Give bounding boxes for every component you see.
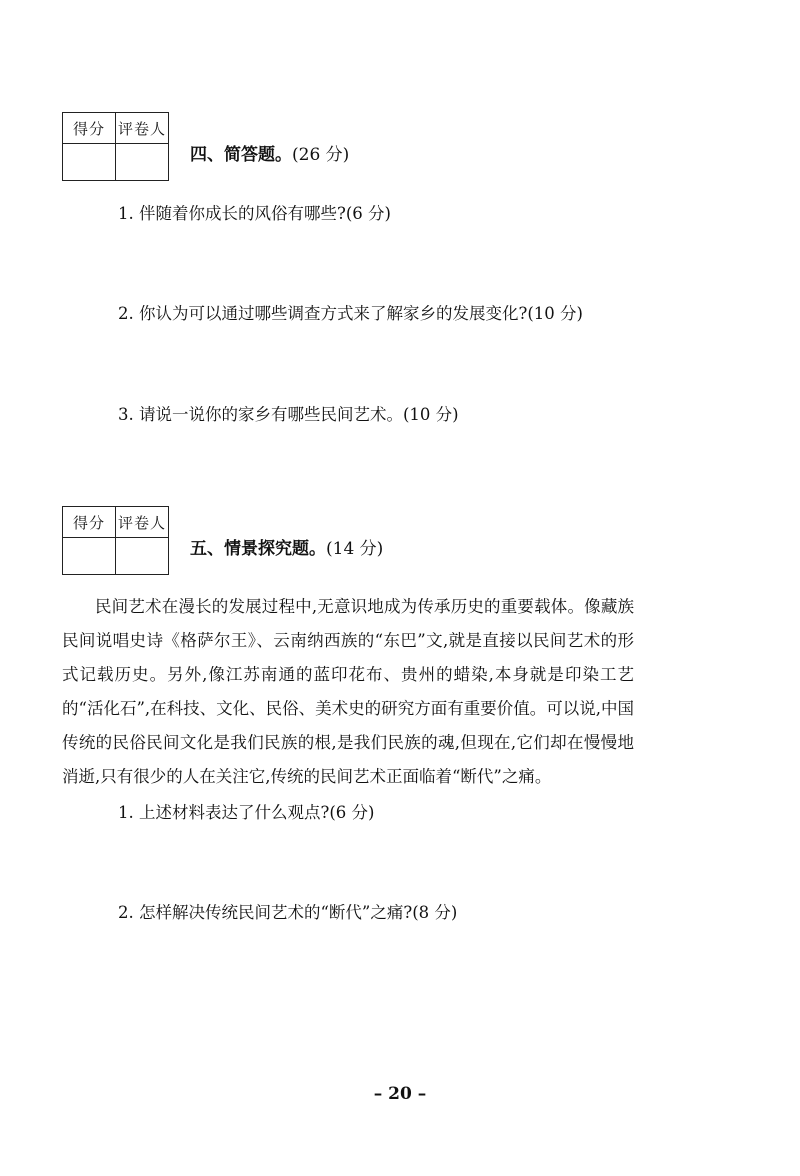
score-header: 得分: [63, 507, 116, 538]
score-cell[interactable]: [63, 538, 116, 575]
question-4-1: 1. 伴随着你成长的风俗有哪些?(6 分): [118, 204, 391, 223]
grader-cell[interactable]: [116, 144, 169, 181]
grader-cell[interactable]: [116, 538, 169, 575]
section-4-points: (26 分): [292, 145, 350, 165]
grader-header: 评卷人: [116, 507, 169, 538]
question-4-3: 3. 请说一说你的家乡有哪些民间艺术。(10 分): [118, 405, 459, 424]
reading-passage: [62, 590, 634, 794]
section-5-title: [190, 534, 383, 559]
question-4-2: 2. 你认为可以通过哪些调查方式来了解家乡的发展变化?(10 分): [118, 304, 583, 323]
score-cell[interactable]: [63, 144, 116, 181]
score-header: 得分: [63, 113, 116, 144]
score-table-section-5: [62, 506, 169, 575]
section-5-points: (14 分): [326, 539, 384, 559]
question-5-1: 1. 上述材料表达了什么观点?(6 分): [118, 803, 375, 822]
grader-header: 评卷人: [116, 113, 169, 144]
section-4-title-text: 四、简答题。: [190, 145, 292, 165]
section-5-title-text: 五、情景探究题。: [190, 539, 326, 559]
score-table-section-4: [62, 112, 169, 181]
section-4-title: [190, 140, 349, 165]
question-5-2: 2. 怎样解决传统民间艺术的“断代”之痛?(8 分): [118, 903, 458, 922]
passage-text: 民间艺术在漫长的发展过程中,无意识地成为传承历史的重要载体。像藏族民间说唱史诗《格萨尔王》、云南纳西族的“东巴”文,就是直接以民间艺术的形式记载历史。另外,像江苏南通的蓝印花布、贵州的蜡染,本身就是印染工艺的“活化石”,在科技、文化、民俗、美术史的研究方面有重要价值。可以说,中国传统的民俗民间文化是我们民族的根,是我们民族的魂,但现在,它们却在慢慢地消逝,只有很少的人在关注它,传统的民间艺术正面临着“断代”之痛。: [62, 597, 634, 786]
page-number: – 20 –: [373, 1084, 427, 1104]
